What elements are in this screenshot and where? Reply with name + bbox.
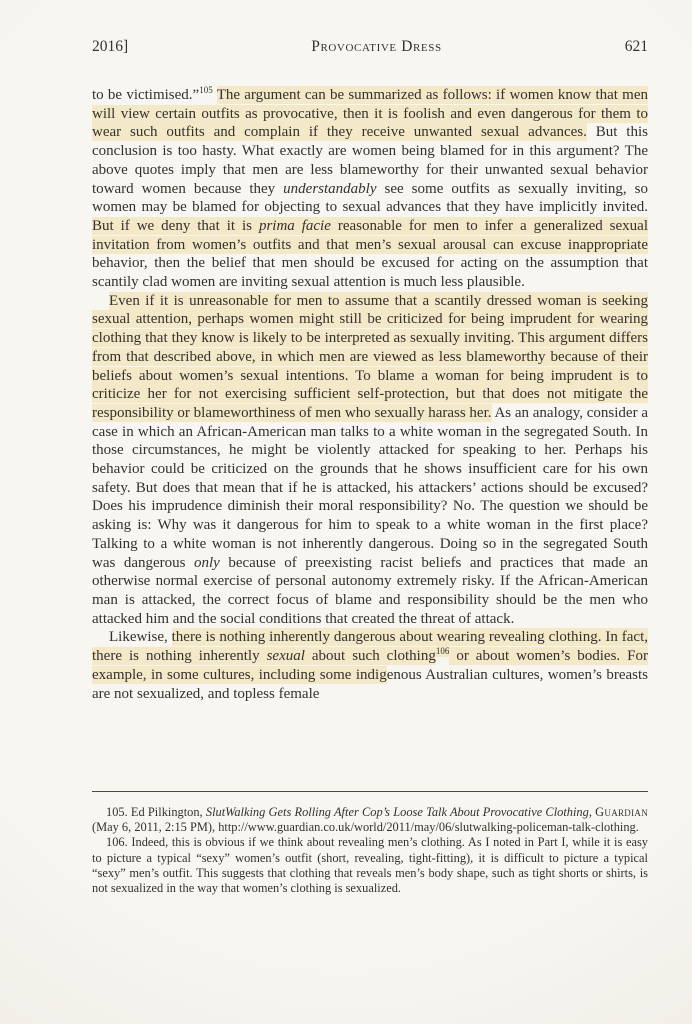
article-body: [92, 86, 648, 703]
italic-text: only: [193, 554, 220, 571]
text-run: see some outfits as sexually inviting, so women may be blamed for objecting to sexual advances that they have implicitly invited.: [92, 180, 648, 216]
highlighted-text: about such clothing: [304, 648, 436, 665]
text-run: ,: [588, 805, 596, 819]
body-paragraph-2: [92, 292, 648, 629]
page-number: 621: [624, 38, 648, 55]
highlighted-text: or about women’s bodies. For example, in some cultures, including some indig: [92, 648, 648, 683]
highlighted-text: Even if it is unreasonable for men to assume that a scantily dressed woman is seeking sexual attention, perhaps women might still be criticized for being imprudent for wearing clothing that they know is likely to be interpreted as sexually inviting. This argument differs from that described above, in which men are viewed as less blameworthy because of their beliefs about women’s sexual intentions. To blame a woman for being imprudent is to criticize her for not exercising sufficient self-protection, but that does not mitigate the responsibility or blameworthiness of men who sexually harass her.: [92, 292, 648, 421]
text-run: behavior, then the belief that men should be excused for acting on the assumption that scantily clad women are inviting sexual attention is much less plausible.: [92, 255, 648, 291]
text-run: (May 6, 2011, 2:15 PM), http://www.guardian.co.uk/world/2011/may/06/slutwalking-policeman-talk-clothing.: [92, 820, 639, 835]
highlighted-text: But if we deny that it is: [92, 217, 259, 234]
text-run: As an analogy, consider a case in which an African-American man talks to a white woman in the segregated South. In those circumstances, he might be violently attacked for speaking to her. Perhaps his behavior could be criticized on the grounds that he shows insufficient care for his own safety. But does that mean that if he is attacked, his attackers’ actions should be excused? Does his imprudence diminish their moral responsibility? No. The question we should be asking is: Why was it dangerous for him to speak to a white woman in the first place? Talking to a white woman is not inherently dangerous. Doing so in the segregated South was dangerous: [92, 404, 648, 571]
footnote-reference: 106: [435, 646, 450, 657]
footnote-reference: 105: [199, 85, 213, 95]
running-title: Provocative Dress: [311, 38, 442, 55]
highlighted-text: there is nothing inherently dangerous about wearing revealing clothing. In fact, there is nothing inherently: [92, 629, 648, 665]
text-run: 105. Ed Pilkington,: [106, 805, 206, 819]
small-caps-text: Guardian: [595, 805, 649, 819]
body-paragraph-3: [92, 628, 648, 703]
footnote-105: [92, 805, 648, 835]
highlighted-text: prima facie: [258, 217, 331, 234]
footnotes-section: [92, 791, 648, 896]
italic-text: understandably: [283, 180, 377, 197]
highlighted-text: The argument can be summarized as follows: if women know that men will view certain outfits as provocative, then it is foolish and even dangerous for them to wear such outfits and complain if they receive unwanted sexual advances.: [92, 87, 649, 141]
text-run: But this conclusion is too hasty. What exactly are women being blamed for in this argument? The above quotes imply that men are less blameworthy for their unwanted sexual behavior toward women because they: [92, 124, 648, 197]
highlighted-text: sexual: [266, 648, 305, 665]
text-run: 106. Indeed, this is obvious if we think about revealing men’s clothing. As I noted in Part I, while it is easy to picture a typical “sexy” women’s outfit (short, revealing, tight-fitting), it is difficult to picture a typical “sexy” men’s outfit. This suggests that clothing that reveals men’s body shape, such as tight shorts or shirts, is not sexualized in the way that women’s clothing is sexualized.: [92, 835, 648, 896]
text-run: because of preexisting racist beliefs and practices that made an otherwise normal exercise of personal autonomy extremely risky. If the African-American man is attacked, the correct focus of blame and responsibility should be the men who attacked him and the social conditions that created the threat of attack.: [92, 554, 648, 627]
footnote-106: [92, 835, 648, 896]
text-run: enous Australian cultures, women’s breasts are not sexualized, and topless female: [92, 666, 649, 702]
page-header: [92, 38, 648, 56]
body-paragraph-1: [92, 86, 648, 292]
footnote-separator: [92, 791, 648, 792]
highlighted-text: reasonable for men to infer a generalized sexual invitation from women’s outfits and that men’s sexual arousal can excuse inappropriate: [92, 217, 648, 253]
italic-text: SlutWalking Gets Rolling After Cop’s Loose Talk About Provocative Clothing: [205, 805, 589, 819]
text-run: Likewise,: [109, 629, 172, 646]
volume-year: 2016]: [92, 38, 129, 55]
text-run: to be victimised.”: [92, 87, 200, 103]
